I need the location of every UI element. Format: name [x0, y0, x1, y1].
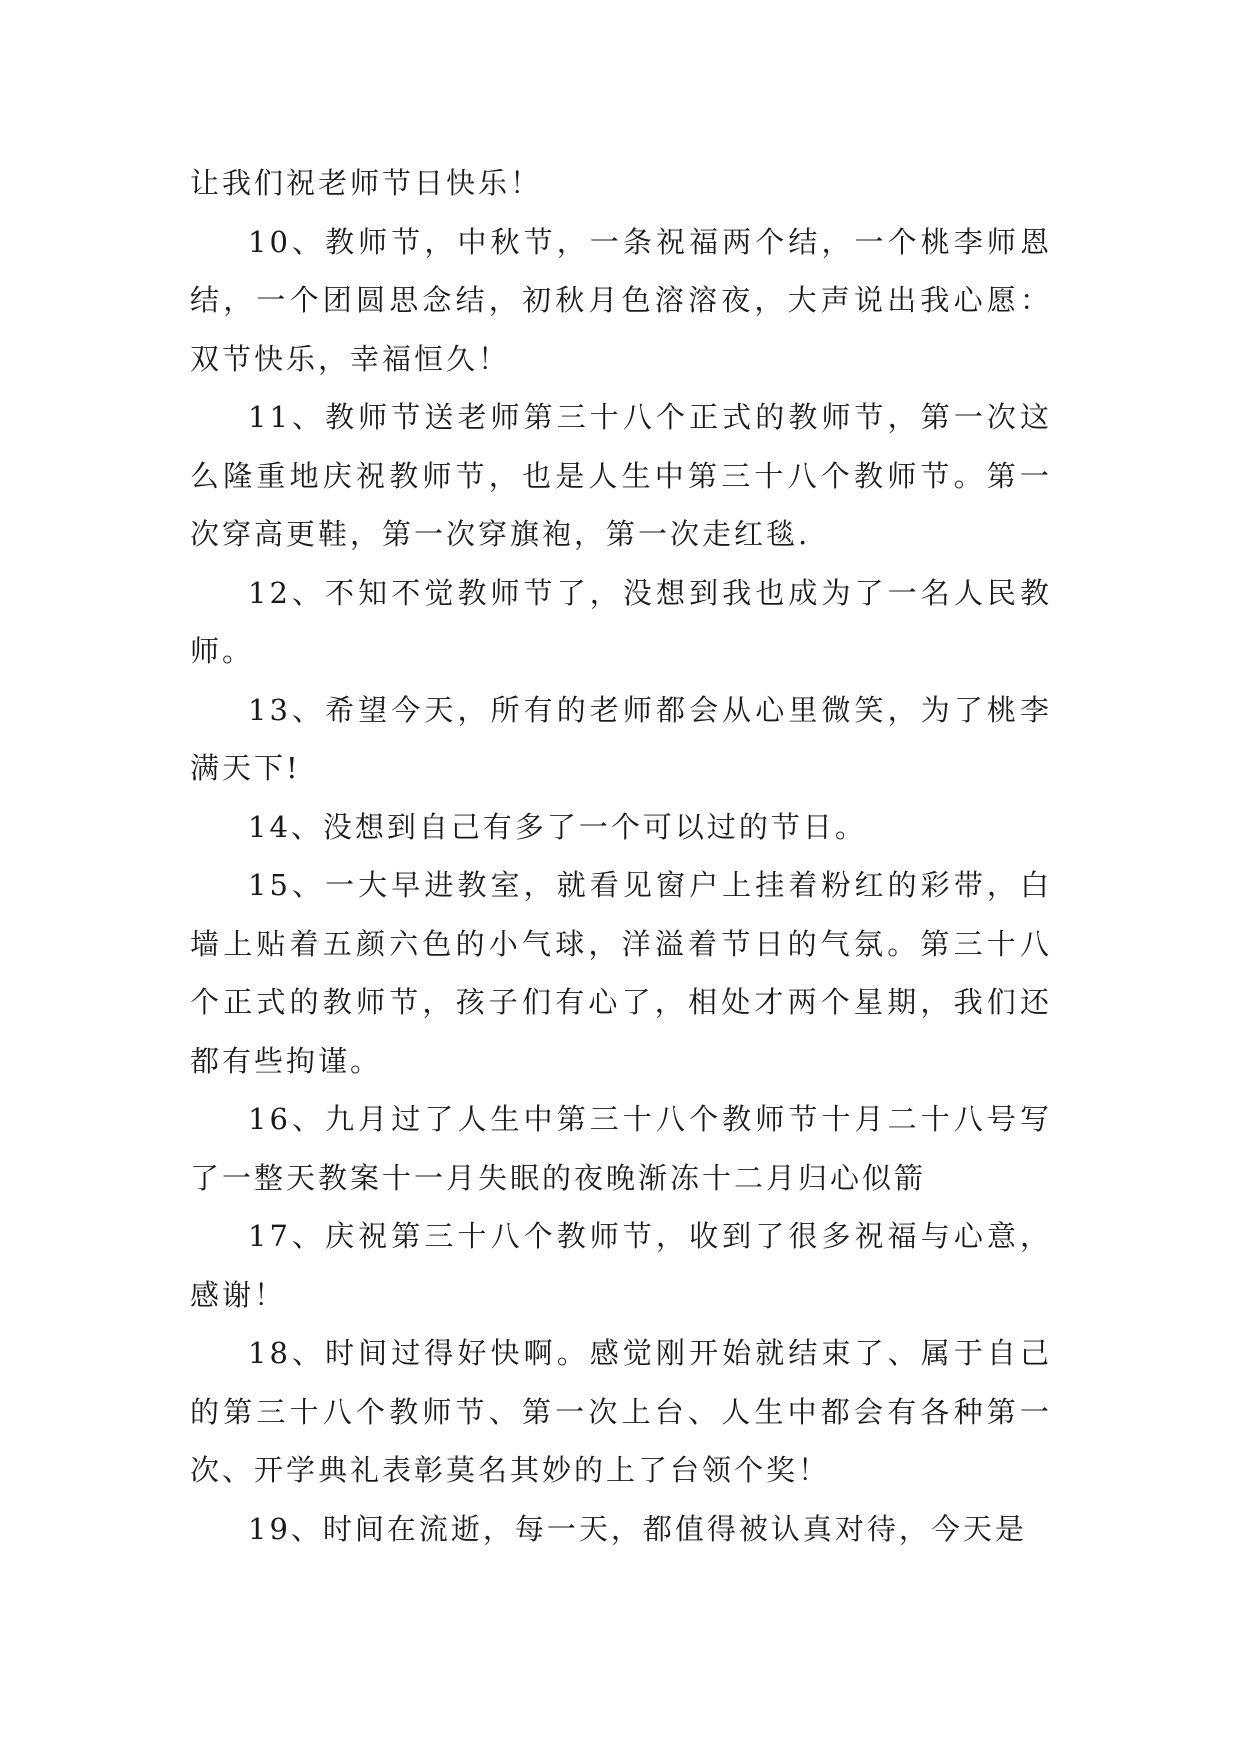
paragraph-17: 17、庆祝第三十八个教师节，收到了很多祝福与心意，感谢！ — [190, 1219, 1052, 1312]
paragraph-14: 14、没想到自己有多了一个可以过的节日。 — [248, 809, 867, 844]
paragraph-16: 16、九月过了人生中第三十八个教师节十月二十八号写了一整天教案十一月失眠的夜晚渐冻十二月归心似箭 — [190, 1102, 1052, 1195]
paragraph-intro: 让我们祝老师节日快乐！ — [190, 166, 543, 200]
document-body — [190, 154, 1052, 1558]
paragraph-13: 13、希望今天，所有的老师都会从心里微笑，为了桃李满天下! — [190, 692, 1052, 785]
paragraph-10: 10、教师节，中秋节，一条祝福两个结，一个桃李师恩结，一个团圆思念结，初秋月色溶溶夜，大声说出我心愿：双节快乐，幸福恒久！ — [190, 224, 1052, 376]
paragraph-15: 15、一大早进教室，就看见窗户上挂着粉红的彩带，白墙上贴着五颜六色的小气球，洋溢着节日的气氛。第三十八个正式的教师节，孩子们有心了，相处才两个星期，我们还都有些拘谨。 — [190, 868, 1052, 1078]
paragraph-12: 12、不知不觉教师节了，没想到我也成为了一名人民教师。 — [190, 575, 1052, 668]
paragraph-18: 18、时间过得好快啊。感觉刚开始就结束了、属于自己的第三十八个教师节、第一次上台、人生中都会有各种第一次、开学典礼表彰莫名其妙的上了台领个奖！ — [190, 1336, 1052, 1487]
paragraph-19: 19、时间在流逝，每一天，都值得被认真对待，今天是 — [248, 1511, 1027, 1546]
paragraph-11: 11、教师节送老师第三十八个正式的教师节，第一次这么隆重地庆祝教师节，也是人生中第三十八个教师节。第一次穿高更鞋，第一次穿旗袍，第一次走红毯. — [190, 400, 1052, 551]
